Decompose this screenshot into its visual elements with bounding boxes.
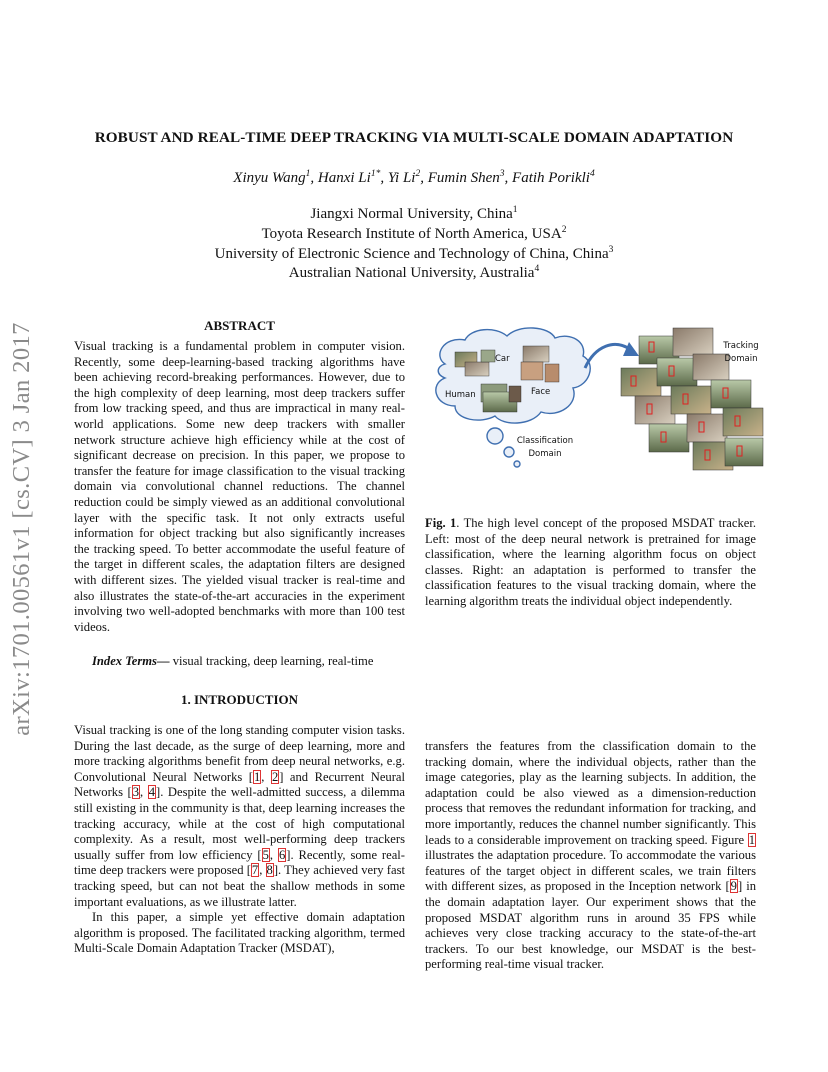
author-list: Xinyu Wang$^1$, Hanxi $Li^{1*}$, Yi Li$^2$, Fumin Shen$^3$, Fatih Porikli$^4$ <box>233 169 595 186</box>
label-tracking: Tracking <box>723 341 759 351</box>
figure-1 <box>425 326 765 474</box>
body-text: ]. They achieved very fast tracking speed, but can not beat the shallow methods in some important evaluations, as we illustrate latter. <box>74 863 405 909</box>
citation-link[interactable]: 2 <box>271 769 279 784</box>
label-classification: Classification <box>516 436 574 446</box>
affiliation-line <box>0 264 828 282</box>
citation-link[interactable]: 4 <box>148 785 156 800</box>
affiliation-text: Toyota Research Institute of North America, USA <box>261 226 562 242</box>
body-text: illustrates the adaptation procedure. To accommodate the various features of the target object in different scales, we train filters with different sizes, as proposed in the Inception network [ <box>425 848 756 894</box>
author-name: Hanxi Li <box>317 170 371 186</box>
affiliation-text: Australian National University, Australia <box>288 265 535 281</box>
affiliation-sup: 2 <box>561 225 567 235</box>
intro-left-column <box>74 723 405 957</box>
label-classification-domain: Domain <box>528 449 562 459</box>
affiliation-line <box>0 225 828 243</box>
intro-paragraph-2: In this paper, a simple yet effective domain adaptation algorithm is proposed. The facilitated tracking algorithm, termed Multi-Scale Domain Adaptation Tracker (MSDAT), <box>74 910 405 956</box>
index-terms <box>92 654 405 670</box>
index-terms-text: visual tracking, deep learning, real-time <box>169 654 374 668</box>
author-sup: 3 <box>499 169 505 179</box>
body-text: , <box>259 863 266 878</box>
author-name: Fatih Porikli <box>512 170 590 186</box>
paper-title: ROBUST AND REAL-TIME DEEP TRACKING VIA MULTI-SCALE DOMAIN ADAPTATION <box>94 129 734 146</box>
label-face: Face <box>531 387 551 397</box>
body-text: ] and Recurrent Neural Networks [ <box>74 769 406 800</box>
body-text: ]. Despite the well-admitted success, a dilemma still existing in the community is that, deep learning increases the tracking accuracy, while at the cost of high computational complexity. As a result, most well-performing deep trackers usually suffer from low efficiency [ <box>74 785 406 862</box>
label-car: Car <box>495 354 510 364</box>
intro-paragraph-3 <box>425 739 756 973</box>
citation-link[interactable]: 6 <box>278 847 286 862</box>
author-sup: 1 <box>305 169 311 179</box>
author-sup: 4 <box>589 169 595 179</box>
arxiv-stamp: arXiv:1701.00561v1 [cs.CV] 3 Jan 2017 <box>8 322 35 736</box>
citation-link[interactable]: 3 <box>132 785 140 800</box>
affiliation-sup: 4 <box>534 264 540 274</box>
figure-1-illustration <box>425 326 765 474</box>
affiliation-text: University of Electronic Science and Technology of China, China <box>214 246 609 262</box>
citation-link[interactable]: 1 <box>253 769 261 784</box>
abstract-heading: ABSTRACT <box>204 318 275 333</box>
body-text: , <box>140 785 148 800</box>
author-sup: 2 <box>415 169 421 179</box>
author-sup: 1* <box>370 169 381 179</box>
body-text: Visual tracking is one of the long standing computer vision tasks. During the last decade, as the surge of deep learning, more and more tracking algorithms benefit from deep neural networks, e.g. Convolutional Neural Networks [ <box>74 723 405 784</box>
intro-right-column <box>425 739 756 973</box>
affiliation-sup: 3 <box>608 245 614 255</box>
adaptation-arrow <box>585 344 631 368</box>
affiliation-text: Jiangxi Normal University, China <box>310 206 513 222</box>
citation-link[interactable]: 5 <box>262 847 269 862</box>
author-name: Yi Li <box>387 170 416 186</box>
abstract-paragraph: Visual tracking is a fundamental problem in computer vision. Recently, some deep-learning-based tracking algorithms have been achieving record-breaking performances. However, due to the high complexity of deep learning, most deep trackers suffer from low tracking speed, and thus are impractical in many real-world applications. Some new deep trackers with smaller network structure achieve high efficiency while at the cost of significant decrease on precision. In this paper, we propose to transfer the feature for image classification to the visual tracking domain via convolutional channel reductions. The channel reduction could be simply viewed as an additional convolutional layer with the specific task. It not only extracts useful information for object tracking but also significantly increases the tracking speed. To better accommodate the useful feature of the target in different scales, the adaptation filters are designed with different sizes. The yielded visual tracker is real-time and also illustrates the state-of-the-art accuracies in the experiment involving two well-adopted benchmarks with more than 100 test videos. <box>74 339 405 634</box>
intro-heading: 1. INTRODUCTION <box>180 692 298 707</box>
citation-link[interactable]: 7 <box>251 863 259 878</box>
body-text: ] in the domain adaptation layer. Our experiment shows that the proposed MSDAT algorithm runs in around 35 FPS while achieves very close tracking accuracy to the state-of-the-art trackers. To our best knowledge, our MSDAT is the best-performing real-time visual tracker. <box>425 879 756 972</box>
abstract-text <box>74 339 405 635</box>
affiliation-line <box>0 245 828 263</box>
author-name: Fumin Shen <box>427 170 500 186</box>
index-terms-label: Index Terms— <box>92 654 170 668</box>
figure-caption <box>425 516 756 610</box>
body-text: ]. Recently, some real-time deep trackers were proposed [ <box>74 847 406 878</box>
body-text: transfers the features from the classification domain to the tracking domain, where the individual objects, rather than the image categories, play as the learning subjects. In addition, the adaptation could be also viewed as a dimension-reduction process that removes the redundant information for tracking, and more importantly, reduces the channel number significantly. This leads to a considerable improvement on tracking speed. Figure <box>425 739 756 847</box>
citation-link[interactable]: 8 <box>266 863 273 878</box>
body-text: , <box>261 769 271 784</box>
affiliation-line <box>0 205 828 223</box>
citation-link[interactable]: 9 <box>730 879 737 894</box>
author-name: Xinyu Wang <box>233 170 306 186</box>
body-text: , <box>269 847 278 862</box>
affiliation-sup: 1 <box>512 205 518 215</box>
label-tracking-domain: Domain <box>724 354 758 364</box>
caption-label: Fig. 1 <box>425 516 457 530</box>
label-human: Human <box>445 390 476 400</box>
intro-paragraph-1 <box>74 723 405 910</box>
figure-link[interactable]: 1 <box>748 832 755 847</box>
caption-text: . The high level concept of the proposed MSDAT tracker. Left: most of the deep neural network is pretrained for image classification, where the learning algorithm focus on object classes. Right: an adaptation is performed to transfer the classification features to the visual tracking domain, where the learning algorithm treats the individual object independently. <box>425 516 756 608</box>
